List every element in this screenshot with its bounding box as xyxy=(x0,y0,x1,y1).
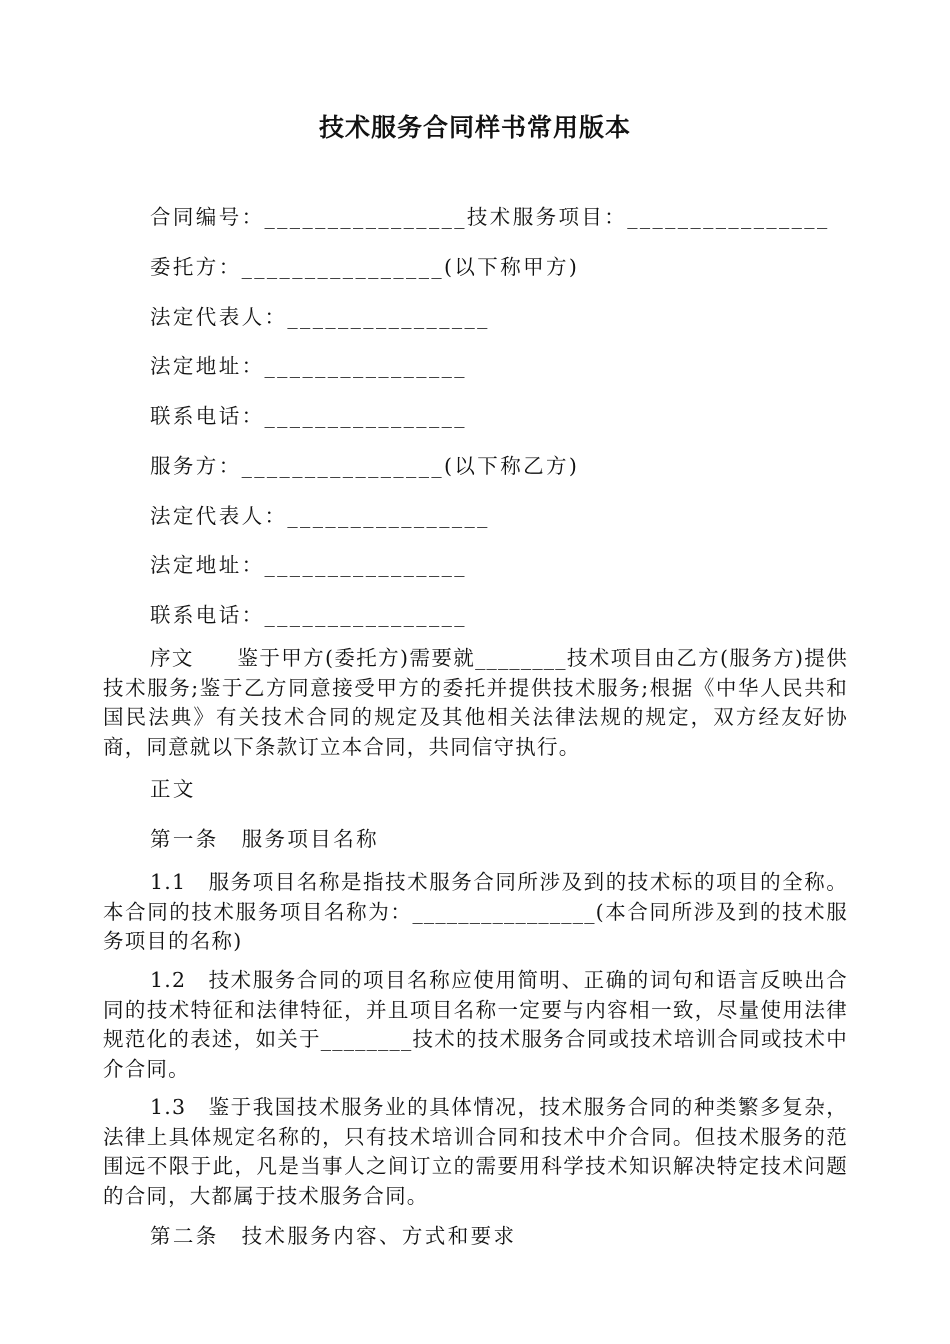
field-client-phone: 联系电话：________________ xyxy=(150,404,467,428)
field-client-legal-rep: 法定代表人：________________ xyxy=(150,305,490,329)
field-contract-number: 合同编号：________________技术服务项目：________________ xyxy=(150,205,830,229)
clause-1-2: 1.2 技术服务合同的项目名称应使用简明、正确的词句和语言反映出合同的技术特征和法律特征，并且项目名称一定要与内容相一致，尽量使用法律规范化的表述，如关于________技术的技术服务合同或技术培训合同或技术中介合同。 xyxy=(103,968,848,1081)
field-provider-phone: 联系电话：________________ xyxy=(150,603,467,627)
body-heading: 正文 xyxy=(150,777,196,801)
clause-1-1: 1.1 服务项目名称是指技术服务合同所涉及到的技术标的项目的全称。本合同的技术服务项目名称为：________________(本合同所涉及到的技术服务项目的名称) xyxy=(103,870,848,953)
field-provider: 服务方：________________(以下称乙方) xyxy=(150,454,580,478)
field-client: 委托方：________________(以下称甲方) xyxy=(150,255,580,279)
document-title: 技术服务合同样书常用版本 xyxy=(318,113,631,142)
field-provider-legal-rep: 法定代表人：________________ xyxy=(150,504,490,528)
clause-1-3: 1.3 鉴于我国技术服务业的具体情况，技术服务合同的种类繁多复杂，法律上具体规定名称的，只有技术培训合同和技术中介合同。但技术服务的范围远不限于此，凡是当事人之间订立的需要用科学技术知识解决特定技术问题的合同，大都属于技术服务合同。 xyxy=(103,1095,848,1208)
preamble-paragraph: 序文 鉴于甲方(委托方)需要就________技术项目由乙方(服务方)提供技术服务;鉴于乙方同意接受甲方的委托并提供技术服务;根据《中华人民共和国民法典》有关技术合同的规定及其他相关法律法规的规定，双方经友好协商，同意就以下条款订立本合同，共同信守执行。 xyxy=(103,646,848,759)
field-client-address: 法定地址：________________ xyxy=(150,354,467,378)
article-2-heading: 第二条 技术服务内容、方式和要求 xyxy=(150,1224,517,1248)
article-1-heading: 第一条 服务项目名称 xyxy=(150,827,379,851)
field-provider-address: 法定地址：________________ xyxy=(150,553,467,577)
